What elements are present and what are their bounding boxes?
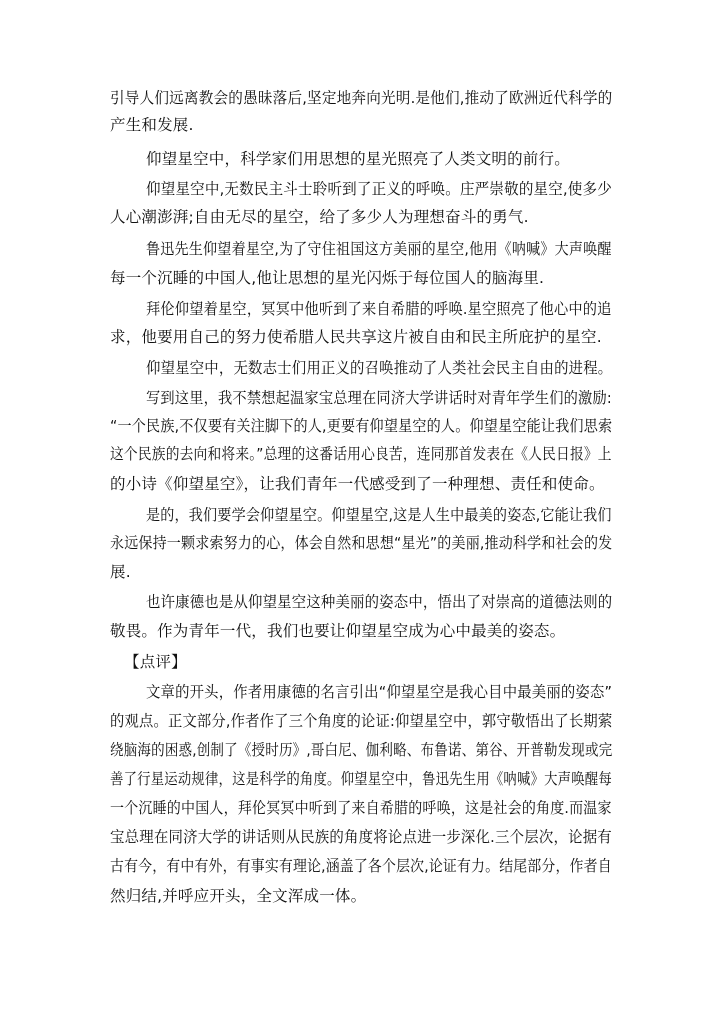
text-line: 鲁迅先生仰望着星空,为了守住祖国这方美丽的星空,他用《呐喊》大声唤醒	[146, 240, 612, 258]
text-line: 敬畏。作为青年一代，我们也要让仰望星空成为心中最美的姿态。	[110, 622, 566, 640]
text-line: 的小诗《仰望星空》，让我们青年一代感受到了一种理想、责任和使命。	[110, 475, 605, 493]
text-line: 求，他要用自己的努力使希腊人民共享这片被自由和民主所庇护的星空.	[110, 328, 602, 346]
text-line: 这个民族的去向和将来。”总理的这番话用心良苦，连同那首发表在《人民日报》上	[110, 445, 612, 463]
comment-heading: 【点评】	[124, 653, 187, 671]
text-line: 拜伦仰望着星空，冥冥中他听到了来自希腊的呼唤.星空照亮了他心中的追	[146, 300, 612, 318]
text-line: 文章的开头，作者用康德的名言引出“仰望星空是我心目中最美丽的姿态”	[146, 683, 613, 701]
text-line: “一个民族,不仅要有关注脚下的人,更要有仰望星空的人。仰望星空能让我们思索	[110, 417, 613, 435]
text-line: 也许康德也是从仰望星空这种美丽的姿态中，悟出了对崇高的道德法则的	[146, 593, 613, 611]
text-line: 然归结,并呼应开头，全文浑成一体。	[110, 887, 367, 905]
text-line: 的观点。正文部分,作者作了三个角度的论证:仰望星空中，郭守敬悟出了长期萦	[110, 712, 613, 730]
text-line: 是的，我们要学会仰望星空。仰望星空,这是人生中最美的姿态,它能让我们	[146, 506, 612, 524]
text-line: 善了行星运动规律，这是科学的角度。仰望星空中，鲁迅先生用《呐喊》大声唤醒每	[110, 770, 612, 788]
text-line: 古有今，有中有外，有事实有理论,涵盖了各个层次,论证有力。结尾部分，作者自	[110, 857, 612, 875]
text-line: 一个沉睡的中国人，拜伦冥冥中听到了来自希腊的呼唤，这是社会的角度.而温家	[110, 799, 612, 817]
text-line: 写到这里，我不禁想起温家宝总理在同济大学讲话时对青年学生们的激励:	[146, 389, 612, 407]
text-line: 每一个沉睡的中国人,他让思想的星光闪烁于每位国人的脑海里.	[110, 269, 545, 287]
text-line: 仰望星空中,无数民主斗士聆听到了正义的呼唤。庄严崇敬的星空,使多少	[146, 180, 612, 198]
text-line: 人心潮澎湃;自由无尽的星空，给了多少人为理想奋斗的勇气.	[110, 208, 529, 226]
text-line: 展.	[110, 563, 131, 581]
text-line: 产生和发展.	[110, 116, 194, 134]
text-line: 仰望星空中，科学家们用思想的星光照亮了人类文明的前行。	[146, 150, 570, 168]
text-line: 永远保持一颗求索努力的心，体会自然和思想“星光”的美丽,推动科学和社会的发	[110, 534, 613, 552]
text-line: 引导人们远离教会的愚昧落后,坚定地奔向光明.是他们,推动了欧洲近代科学的	[110, 89, 613, 107]
text-line: 绕脑海的困惑,创制了《授时历》,哥白尼、伽利略、布鲁诺、第谷、开普勒发现或完	[110, 741, 613, 759]
text-line: 宝总理在同济大学的讲话则从民族的角度将论点进一步深化.三个层次，论据有	[110, 828, 612, 846]
text-line: 仰望星空中，无数志士们用正义的召唤推动了人类社会民主自由的进程。	[146, 359, 613, 377]
